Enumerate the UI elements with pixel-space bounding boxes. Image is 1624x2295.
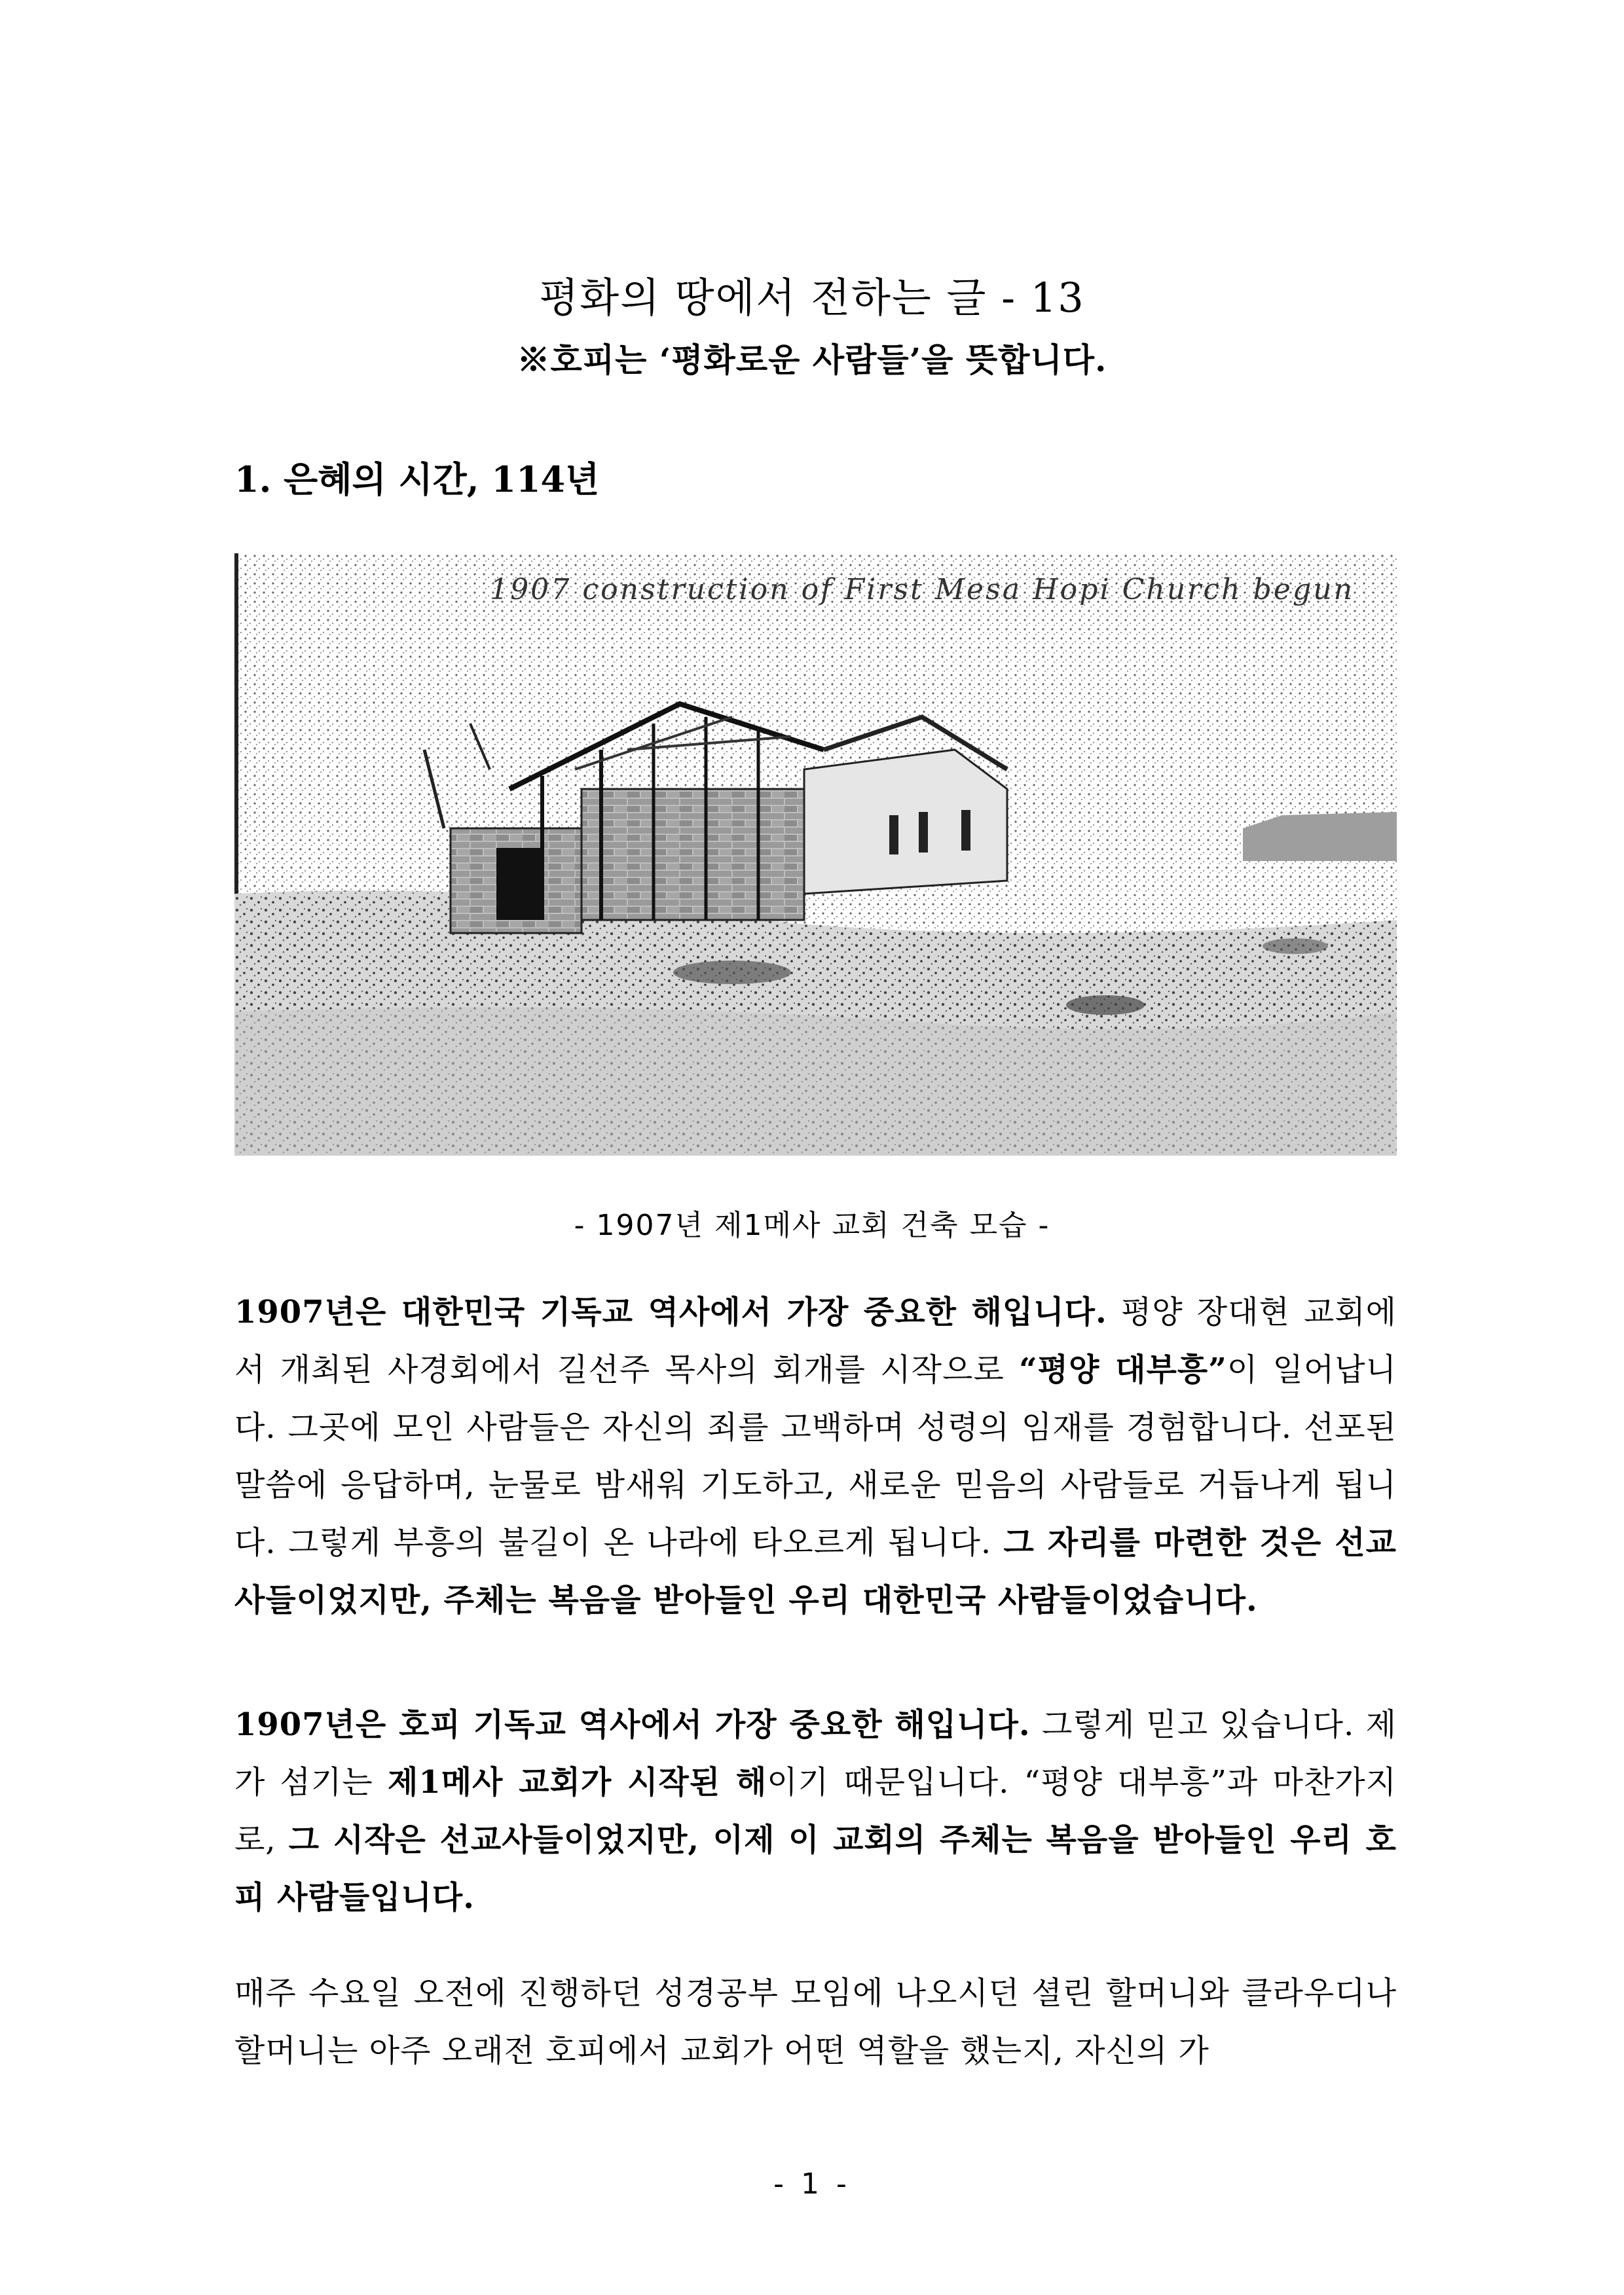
text-segment: 그렇게 믿고 있습니다. 제가 섬기는 [234, 1706, 1397, 1801]
text-segment: 매주 수요일 오전에 진행하던 성경공부 모임에 나오시던 셜린 할머니와 클라우디나 할머니는 아주 오래전 호피에서 교회가 어떤 역할을 했는지, 자신의 가 [234, 1975, 1397, 2069]
text-segment: 이기 때문입니다. “평양 대부흥”과 마찬가지로, [234, 1764, 1397, 1858]
paragraph-2 [234, 1696, 1397, 1926]
photo-caption: - 1907년 제1메사 교회 건축 모습 - [574, 1209, 1050, 1242]
bold-text-segment: 그 자리를 마련한 것은 선교사들이었지만, 주체는 복음을 받아들인 우리 대한민국 사람들이었습니다. [234, 1524, 1397, 1619]
handwritten-note: 1907 construction of First Mesa Hopi Church begun [490, 573, 1354, 606]
paragraph-1 [234, 1283, 1397, 1629]
section-heading: 1. 은혜의 시간, 114년 [234, 458, 600, 500]
church-construction-photo [234, 553, 1397, 1156]
bold-text-segment: 제1메사 교회가 시작된 해 [388, 1764, 767, 1801]
bold-text-segment: 1907년은 대한민국 기독교 역사에서 가장 중요한 해입니다. [234, 1294, 1107, 1331]
paragraph-3 [234, 1964, 1397, 2080]
bold-text-segment: “평양 대부흥” [1019, 1351, 1227, 1388]
document-subtitle: ※호피는 ‘평화로운 사람들’을 뜻합니다. [517, 340, 1107, 379]
page-number: - 1 - [773, 2167, 851, 2201]
text-segment: 평양 장대현 교회에서 개최된 사경회에서 길선주 목사의 회개를 시작으로 [234, 1294, 1397, 1388]
document-title: 평화의 땅에서 전하는 글 - 13 [539, 274, 1085, 321]
bold-text-segment: 그 시작은 선교사들이었지만, 이제 이 교회의 주체는 복음을 받아들인 우리 호피 사람들입니다. [234, 1822, 1397, 1916]
text-segment: 이 일어납니다. 그곳에 모인 사람들은 자신의 죄를 고백하며 성령의 임재를 경험합니다. 선포된 말씀에 응답하며, 눈물로 밤새워 기도하고, 새로운 믿음의 사람들로 거듭나게 됩니다. 그렇게 부흥의 불길이 온 나라에 타오르게 됩니다. [234, 1351, 1397, 1561]
bold-text-segment: 1907년은 호피 기독교 역사에서 가장 중요한 해입니다. [234, 1706, 1031, 1743]
